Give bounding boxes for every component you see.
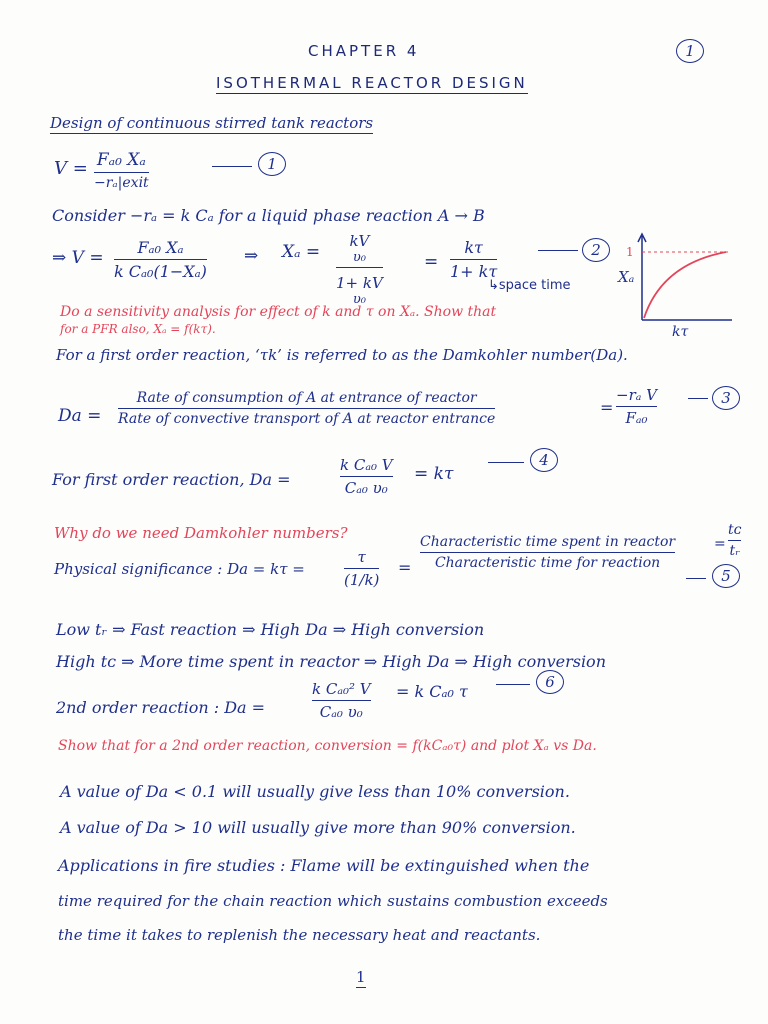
red-note-sensitivity-line2: for a PFR also, Xₐ = f(kτ). (60, 322, 216, 336)
eq5-den2: Characteristic time for reaction (434, 555, 661, 571)
eq2-inner-den-top: 1+ kV (336, 274, 383, 292)
note-line-4: time required for the chain reaction which sustains combustion exceeds (58, 892, 608, 910)
eq5-lhs: Physical significance : Da = kτ = (54, 560, 305, 578)
low-tr-line: Low tᵣ ⇒ Fast reaction ⇒ High Da ⇒ High conversion (56, 620, 485, 639)
red-note-sensitivity-line1: Do a sensitivity analysis for effect of k and τ on Xₐ. Show that (60, 304, 497, 320)
eq4-denominator: Cₐ₀ υ₀ (344, 479, 388, 497)
eq2-fraction2 (450, 238, 497, 281)
section-heading: Design of continuous stirred tank reactors (50, 114, 374, 132)
eq3-rhs-numerator: −rₐ V (616, 386, 657, 407)
eq1-label: 1 (258, 152, 286, 176)
eq1-dash (212, 166, 252, 167)
eq2-equals: = (424, 252, 439, 272)
graph-y-label: Xₐ (618, 268, 635, 286)
eq3-equals: = (600, 398, 614, 417)
eq3-numerator: Rate of consumption of A at entrance of reactor (118, 390, 495, 409)
eq2-inner-num-top: kV (349, 232, 370, 250)
eq4-numerator: k Cₐ₀ V (340, 456, 393, 477)
eq2-num2: kτ (450, 238, 497, 260)
eq3-label: 3 (712, 386, 740, 410)
eq5-denominator: (1/k) (344, 571, 380, 589)
graph-curve (644, 252, 726, 318)
eq4-dash (488, 462, 524, 463)
eq2-dash (538, 250, 578, 251)
page-title: ISOTHERMAL REACTOR DESIGN (216, 74, 528, 92)
eq2-implies: ⇒ (244, 246, 259, 266)
eq5-equals: = (398, 558, 412, 577)
eq5-fraction2 (420, 534, 675, 571)
eq5-den3: tᵣ (729, 543, 740, 559)
eq2-numerator: Fₐ₀ Xₐ (114, 238, 207, 260)
eq5-dash (686, 578, 706, 579)
eq3-lhs: Da = (58, 406, 102, 426)
eq5-equals2: = (714, 536, 726, 552)
note-line-3: Applications in fire studies : Flame will be extinguished when the (58, 856, 590, 875)
eq2-inner-den-bot: υ₀ (352, 292, 366, 307)
chapter-heading: CHAPTER 4 (308, 42, 420, 60)
eq1-denominator: −rₐ|exit (94, 175, 149, 191)
eq1-lhs: V = (54, 158, 88, 179)
eq6-lhs: 2nd order reaction : Da = (56, 698, 266, 717)
eq6-numerator: k Cₐ₀² V (312, 680, 371, 701)
eq2-lhs: ⇒ V = (52, 248, 104, 268)
note-line-2: A value of Da > 10 will usually give more than 90% conversion. (60, 818, 576, 837)
note-line-5: the time it takes to replenish the necessary heat and reactants. (58, 926, 541, 944)
consider-line: Consider −rₐ = k Cₐ for a liquid phase reaction A → B (52, 206, 485, 225)
eq3-rhs-denominator: Fₐ₀ (625, 409, 648, 427)
eq3-denominator: Rate of convective transport of A at reactor entrance (118, 411, 496, 427)
eq1-numerator: Fₐ₀ Xₐ (94, 150, 149, 173)
eq1-fraction (94, 150, 149, 191)
eq2-label: 2 (582, 238, 610, 262)
eq4-label: 4 (530, 448, 558, 472)
eq6-dash (496, 684, 530, 685)
eq5-fraction (344, 548, 379, 589)
eq5-num3: tᴄ (728, 522, 741, 541)
eq3-fraction (118, 390, 495, 427)
eq2-fraction (114, 238, 207, 281)
eq2-xa: Xₐ = (282, 242, 321, 262)
page-number-circle: 1 (676, 39, 704, 63)
graph-x-label: kτ (672, 324, 689, 338)
eq3-dash (688, 398, 708, 399)
red-question-damkohler: Why do we need Damkohler numbers? (54, 524, 348, 542)
eq2-inner-num-bot: υ₀ (336, 250, 383, 268)
red-note-second-order: Show that for a 2nd order reaction, conversion = f(kCₐ₀τ) and plot Xₐ vs Da. (58, 738, 597, 754)
eq5-fraction3 (728, 522, 741, 559)
eq3-rhs-fraction (616, 386, 657, 427)
eq6-fraction (312, 680, 371, 721)
eq4-lhs: For first order reaction, Da = (52, 470, 291, 489)
note-line-1: A value of Da < 0.1 will usually give less than 10% conversion. (60, 782, 570, 801)
footer-page-number: 1 (356, 968, 366, 986)
eq2-den2: 1+ kτ (450, 262, 498, 281)
graph-y-tick: 1 (626, 245, 634, 259)
high-tc-line: High tᴄ ⇒ More time spent in reactor ⇒ High Da ⇒ High conversion (56, 652, 606, 671)
eq5-label: 5 (712, 564, 740, 588)
eq4-fraction (340, 456, 393, 497)
eq6-rhs: = k Cₐ₀ τ (396, 682, 468, 701)
damkohler-definition: For a first order reaction, ‘τk’ is referred to as the Damkohler number(Da). (56, 346, 628, 364)
eq2-compound-fraction (336, 232, 383, 307)
conversion-graph (616, 228, 736, 338)
eq4-rhs: = kτ (414, 464, 454, 484)
eq5-numerator: τ (344, 548, 379, 569)
eq6-denominator: Cₐ₀ υ₀ (319, 703, 363, 721)
eq6-label: 6 (536, 670, 564, 694)
eq2-denominator: k Cₐ₀(1−Xₐ) (114, 262, 207, 281)
space-time-note: ↳space time (488, 278, 571, 293)
eq5-num2: Characteristic time spent in reactor (420, 534, 675, 553)
